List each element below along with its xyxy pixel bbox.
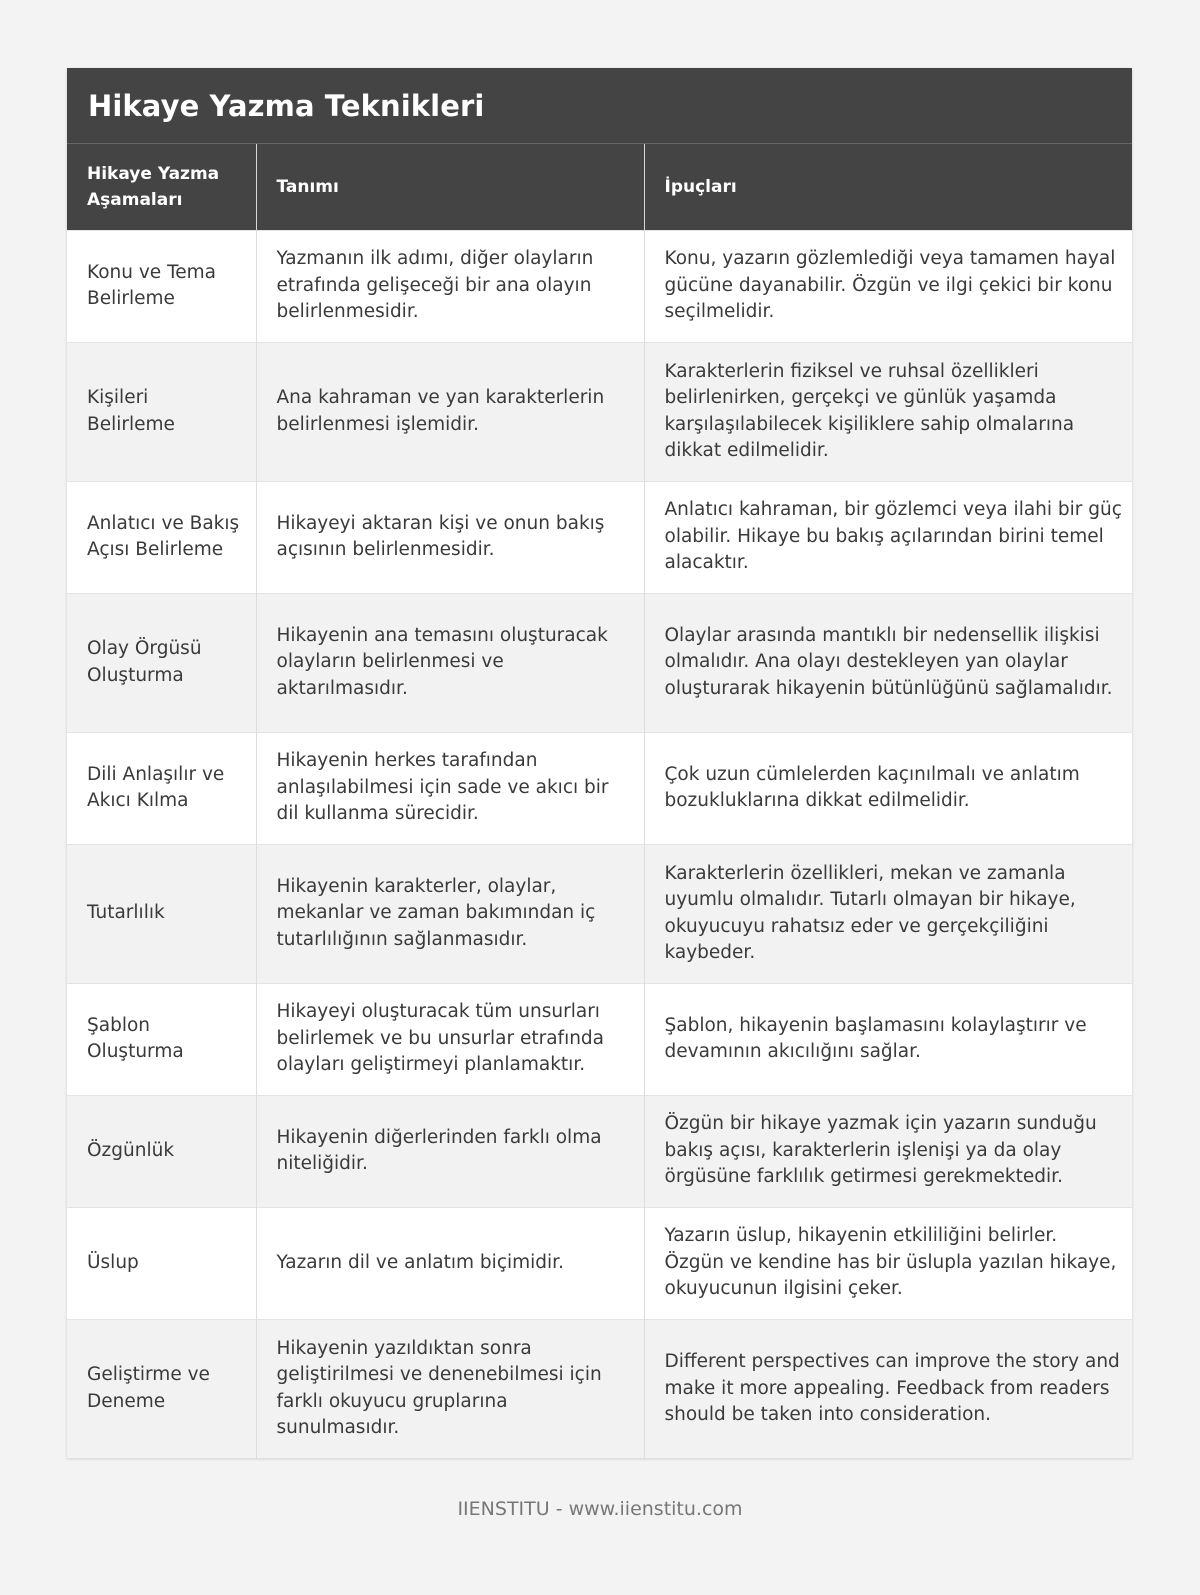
column-header-definition: Tanımı (256, 144, 644, 230)
stage-cell: Kişileri Belirleme (67, 342, 256, 481)
definition-cell: Hikayenin diğerlerinden farklı olma niteliğidir. (256, 1095, 644, 1207)
column-header-stage: Hikaye Yazma Aşamaları (67, 144, 256, 230)
stage-cell: Olay Örgüsü Oluşturma (67, 593, 256, 732)
table-row (67, 230, 1132, 342)
table-row (67, 481, 1132, 593)
stage-cell: Geliştirme ve Deneme (67, 1319, 256, 1458)
stage-cell: Anlatıcı ve Bakış Açısı Belirleme (67, 481, 256, 593)
definition-cell: Ana kahraman ve yan karakterlerin belirlenmesi işlemidir. (256, 342, 644, 481)
table-row (67, 983, 1132, 1095)
column-header-tips: İpuçları (644, 144, 1132, 230)
stage-cell: Özgünlük (67, 1095, 256, 1207)
table-row (67, 1319, 1132, 1458)
tips-cell: Şablon, hikayenin başlamasını kolaylaştırır ve devamının akıcılığını sağlar. (644, 983, 1132, 1095)
definition-cell: Hikayenin karakterler, olaylar, mekanlar ve zaman bakımından iç tutarlılığının sağlanmasıdır. (256, 844, 644, 983)
tips-cell: Özgün bir hikaye yazmak için yazarın sunduğu bakış açısı, karakterlerin işlenişi ya da olay örgüsüne farklılık getirmesi gerekmektedir. (644, 1095, 1132, 1207)
table-row (67, 732, 1132, 844)
stage-cell: Üslup (67, 1207, 256, 1319)
table-row (67, 1095, 1132, 1207)
table-row (67, 593, 1132, 732)
tips-cell: Karakterlerin fiziksel ve ruhsal özellikleri belirlenirken, gerçekçi ve günlük yaşamda karşılaşılabilecek kişiliklere sahip olmalarına dikkat edilmelidir. (644, 342, 1132, 481)
definition-cell: Yazmanın ilk adımı, diğer olayların etrafında gelişeceği bir ana olayın belirlenmesidir. (256, 230, 644, 342)
tips-cell: Konu, yazarın gözlemlediği veya tamamen hayal gücüne dayanabilir. Özgün ve ilgi çekici bir konu seçilmelidir. (644, 230, 1132, 342)
definition-cell: Hikayenin herkes tarafından anlaşılabilmesi için sade ve akıcı bir dil kullanma sürecidir. (256, 732, 644, 844)
table-row (67, 844, 1132, 983)
definition-cell: Hikayenin yazıldıktan sonra geliştirilmesi ve denenebilmesi için farklı okuyucu gruplarına sunulmasıdır. (256, 1319, 644, 1458)
definition-cell: Hikayeyi oluşturacak tüm unsurları belirlemek ve bu unsurlar etrafında olayları geliştirmeyi planlamaktır. (256, 983, 644, 1095)
stage-cell: Konu ve Tema Belirleme (67, 230, 256, 342)
techniques-table (67, 144, 1132, 1458)
definition-cell: Hikayeyi aktaran kişi ve onun bakış açısının belirlenmesidir. (256, 481, 644, 593)
stage-cell: Tutarlılık (67, 844, 256, 983)
table-row (67, 1207, 1132, 1319)
definition-cell: Yazarın dil ve anlatım biçimidir. (256, 1207, 644, 1319)
definition-cell: Hikayenin ana temasını oluşturacak olayların belirlenmesi ve aktarılmasıdır. (256, 593, 644, 732)
table-row (67, 342, 1132, 481)
stage-cell: Şablon Oluşturma (67, 983, 256, 1095)
tips-cell: Çok uzun cümlelerden kaçınılmalı ve anlatım bozukluklarına dikkat edilmelidir. (644, 732, 1132, 844)
techniques-card (67, 68, 1132, 1458)
tips-cell: Different perspectives can improve the story and make it more appealing. Feedback from readers should be taken into consideration. (644, 1319, 1132, 1458)
stage-cell: Dili Anlaşılır ve Akıcı Kılma (67, 732, 256, 844)
tips-cell: Yazarın üslup, hikayenin etkililiğini belirler. Özgün ve kendine has bir üslupla yazılan hikaye, okuyucunun ilgisini çeker. (644, 1207, 1132, 1319)
tips-cell: Olaylar arasında mantıklı bir nedensellik ilişkisi olmalıdır. Ana olayı destekleyen yan olaylar oluşturarak hikayenin bütünlüğünü sağlamalıdır. (644, 593, 1132, 732)
tips-cell: Anlatıcı kahraman, bir gözlemci veya ilahi bir güç olabilir. Hikaye bu bakış açılarından birini temel alacaktır. (644, 481, 1132, 593)
table-header-row (67, 144, 1132, 230)
footer-credit: IIENSTITU - www.iienstitu.com (457, 1498, 743, 1520)
tips-cell: Karakterlerin özellikleri, mekan ve zamanla uyumlu olmalıdır. Tutarlı olmayan bir hikaye, okuyucuyu rahatsız eder ve gerçekçiliğini kaybeder. (644, 844, 1132, 983)
title-bar (67, 68, 1132, 144)
page-title: Hikaye Yazma Teknikleri (88, 88, 485, 123)
